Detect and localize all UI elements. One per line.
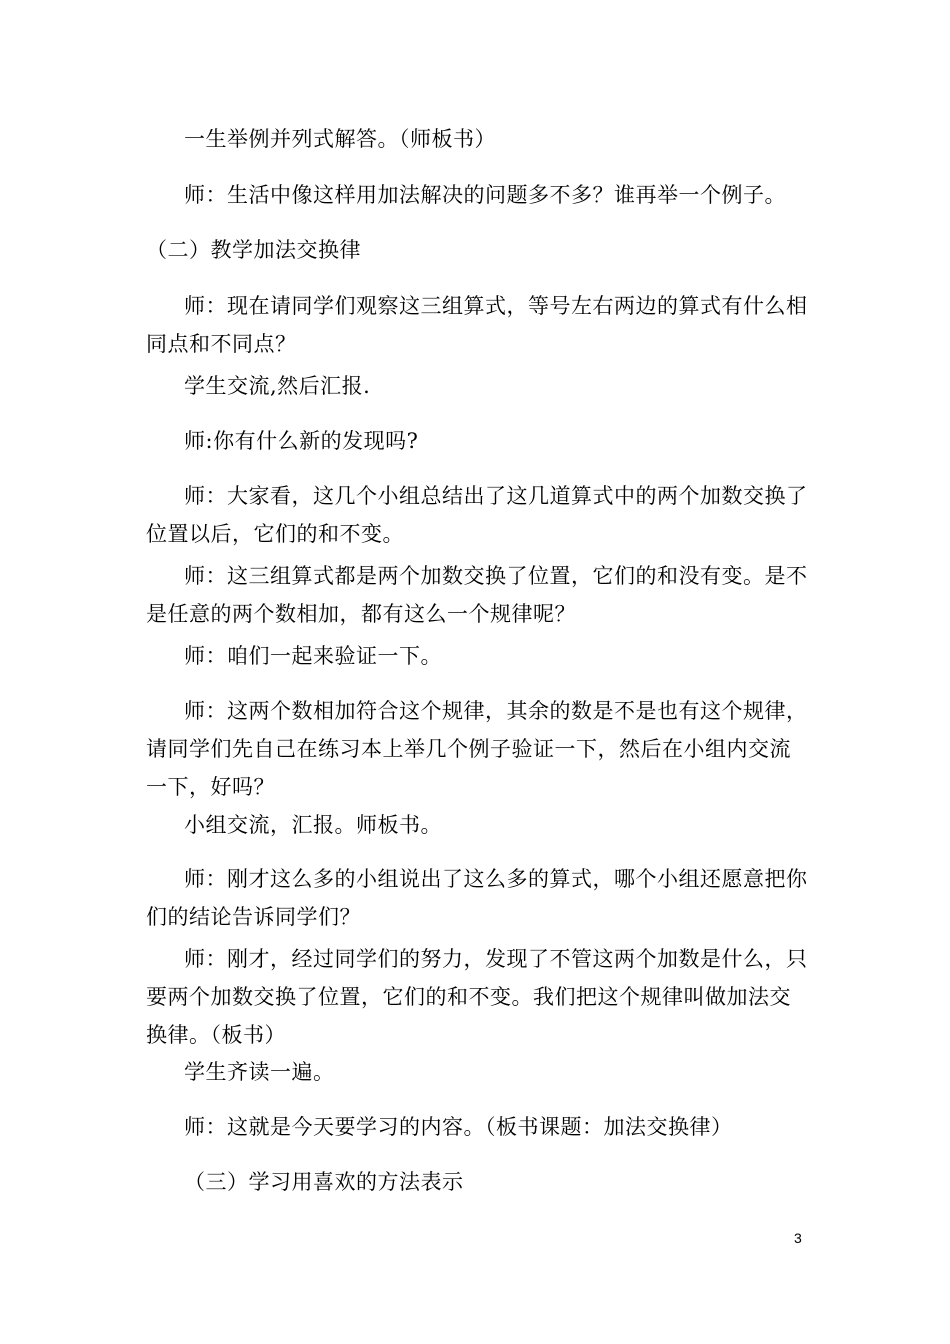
paragraph-7: 师：这三组算式都是两个加数交换了位置，它们的和没有变。是不是任意的两个数相加，都有这么一个规律呢？: [146, 564, 808, 626]
paragraph-10: 小组交流，汇报。师板书。: [184, 813, 442, 837]
paragraph-1: 一生举例并列式解答。（师板书）: [184, 127, 496, 151]
paragraph-3: 师：现在请同学们观察这三组算式，等号左右两边的算式有什么相同点和不同点？: [146, 294, 808, 356]
paragraph-13: 学生齐读一遍。: [184, 1060, 335, 1084]
section-heading-2: （二）教学加法交换律: [146, 238, 361, 262]
paragraph-11: 师：刚才这么多的小组说出了这么多的算式，哪个小组还愿意把你们的结论告诉同学们？: [146, 867, 808, 929]
page-number: 3: [794, 1230, 802, 1246]
paragraph-12: 师：刚才，经过同学们的努力，发现了不管这两个加数是什么，只要两个加数交换了位置，它们的和不变。我们把这个规律叫做加法交换律。（板书）: [146, 947, 808, 1047]
paragraph-9: 师：这两个数相加符合这个规律，其余的数是不是也有这个规律，请同学们先自己在练习本上举几个例子验证一下，然后在小组内交流一下，好吗？: [146, 699, 808, 799]
paragraph-8: 师：咱们一起来验证一下。: [184, 644, 442, 668]
paragraph-2: 师：生活中像这样用加法解决的问题多不多？谁再举一个例子。: [184, 183, 786, 207]
paragraph-4: 学生交流,然后汇报.: [184, 374, 371, 398]
paragraph-14: 师：这就是今天要学习的内容。（板书课题：加法交换律）: [184, 1115, 733, 1139]
paragraph-6: 师：大家看，这几个小组总结出了这几道算式中的两个加数交换了位置以后，它们的和不变。: [146, 484, 808, 546]
section-heading-3: （三）学习用喜欢的方法表示: [184, 1170, 464, 1194]
paragraph-5: 师:你有什么新的发现吗?: [184, 429, 419, 453]
